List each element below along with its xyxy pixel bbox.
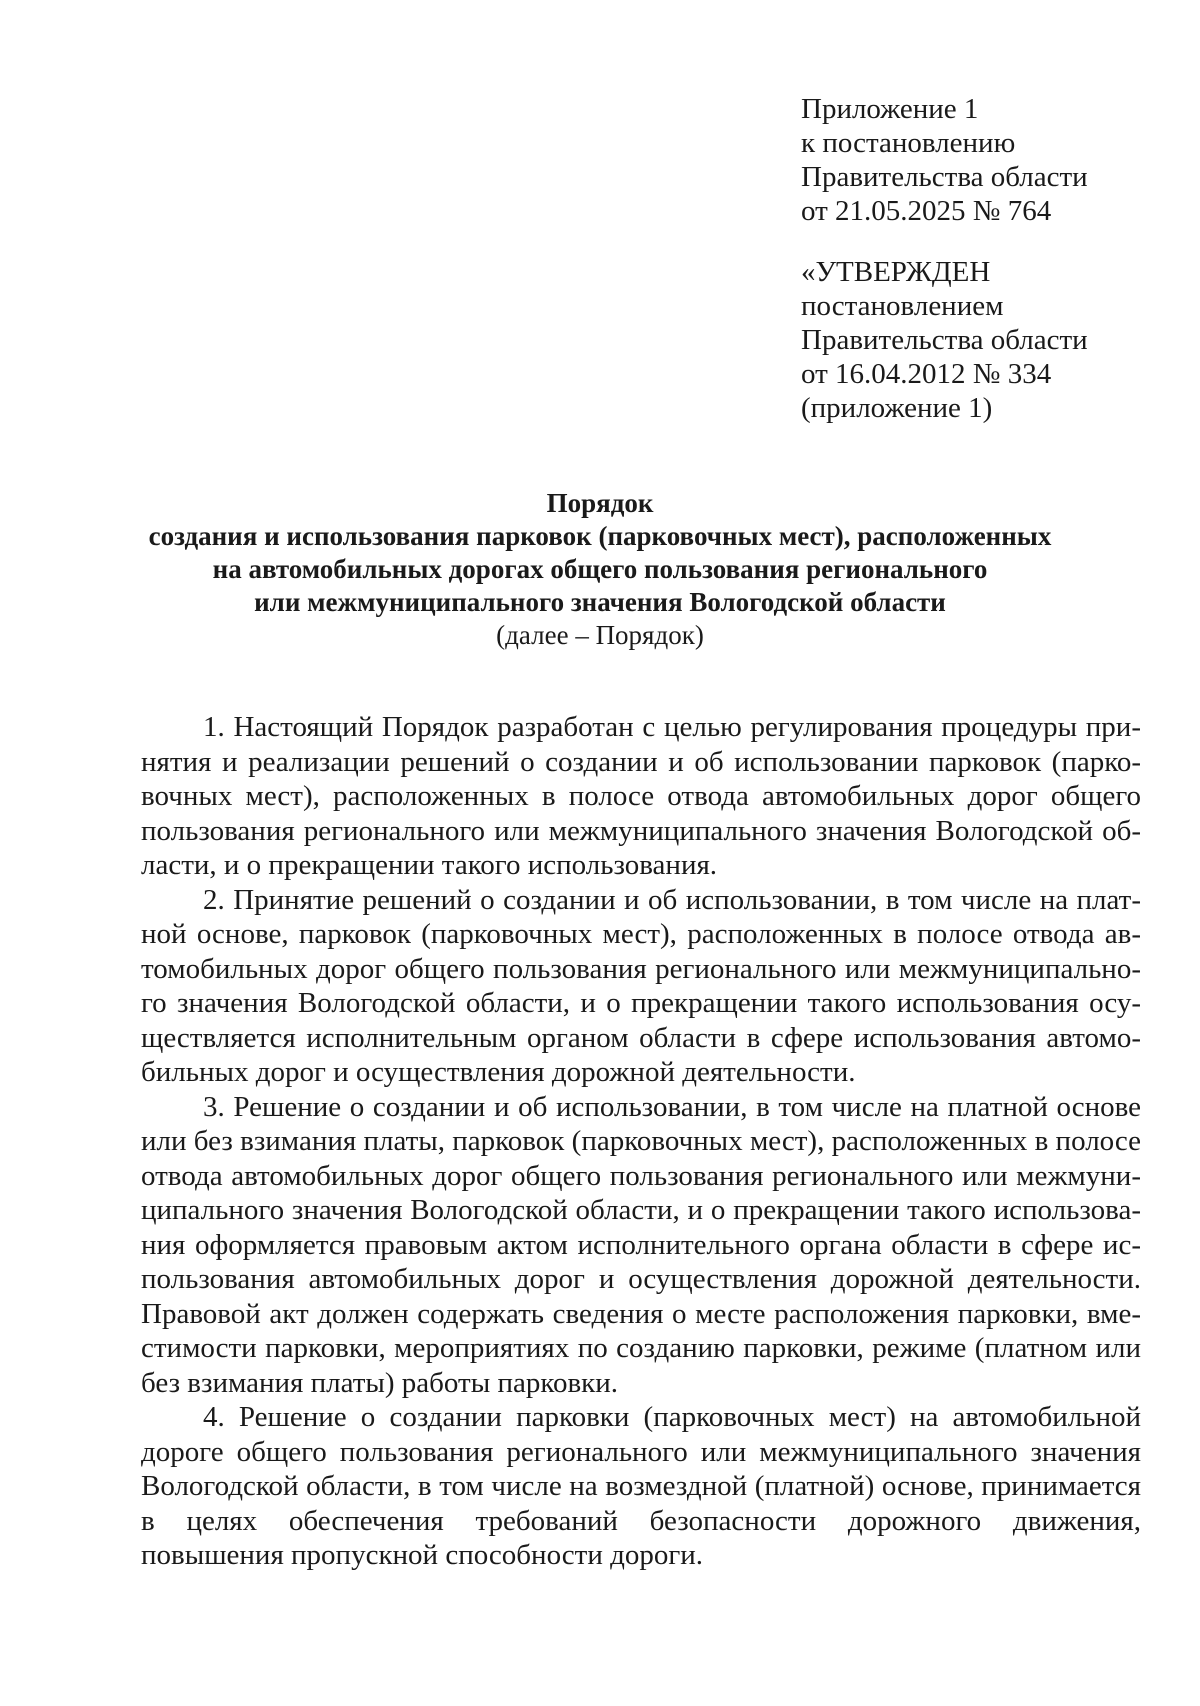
title-heading: Порядок: [546, 488, 654, 518]
approval-line: Правительства области: [801, 324, 1088, 356]
title-subtitle-line: создания и использования парковок (парковочных мест), расположенных: [148, 521, 1052, 551]
appendix-line: Правительства области: [801, 161, 1088, 193]
approval-line: «УТВЕРЖДЕН: [801, 256, 991, 288]
body-paragraph: 3. Решение о создании и об использовании, в том числе на платной основе или без взимания платы, парковок (парковочных мест), расположенных в полосе отвода автомобильных дорог общего пользования регионального или межмуниципального значения Вологодской области, и о прекращении такого использования оформляется правовым актом исполнительного органа области в сфере использования автомобильных дорог и осуществления дорожной деятельности. Правовой акт должен содержать сведения о месте расположения парковки, вместимости парковки, мероприятиях по созданию парковки, режиме (платном или без взимания платы) работы парковки.: [141, 1090, 1141, 1399]
document-title: [100, 487, 1100, 652]
document-body: [141, 710, 1141, 1573]
approval-line: от 16.04.2012 № 334: [801, 358, 1052, 390]
appendix-line: к постановлению: [801, 127, 1016, 159]
title-subtitle-line: или межмуниципального значения Вологодской области: [254, 587, 946, 617]
approval-stamp-text: [801, 255, 1161, 425]
body-paragraph: 4. Решение о создании парковки (парковочных мест) на автомобильной дороге общего пользования регионального или межмуниципального значения Вологодской области, в том числе на возмездной (платной) основе, принимается в целях обеспечения требований безопасности дорожного движения, повышения пропускной способности дороги.: [141, 1401, 1141, 1571]
appendix-reference: [801, 92, 1161, 228]
appendix-line: от 21.05.2025 № 764: [801, 195, 1052, 227]
appendix-line: Приложение 1: [801, 93, 979, 125]
title-note: (далее – Порядок): [496, 620, 704, 650]
body-paragraph: 1. Настоящий Порядок разработан с целью регулирования процедуры принятия и реализации решений о создании и об использовании парковок (парковочных мест), расположенных в полосе отвода автомобильных дорог общего пользования регионального или межмуниципального значения Вологодской области, и о прекращении такого использования.: [141, 711, 1141, 881]
approval-line: (приложение 1): [801, 392, 993, 424]
approval-line: постановлением: [801, 290, 1004, 322]
title-subtitle-line: на автомобильных дорогах общего пользования регионального: [212, 554, 988, 584]
body-paragraph: 2. Принятие решений о создании и об использовании, в том числе на платной основе, парковок (парковочных мест), расположенных в полосе отвода автомобильных дорог общего пользования регионального или межмуниципального значения Вологодской области, и о прекращении такого использования осуществляется исполнительным органом области в сфере использования автомобильных дорог и осуществления дорожной деятельности.: [141, 883, 1141, 1088]
